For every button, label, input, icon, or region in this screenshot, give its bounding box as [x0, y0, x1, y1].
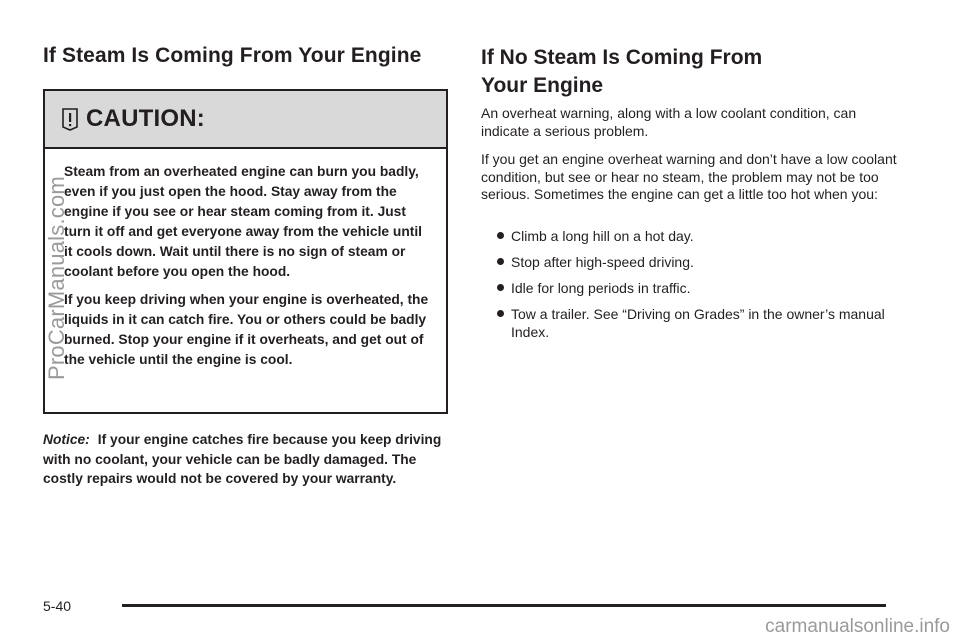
- footer-divider: [122, 604, 886, 607]
- list-item-text: Stop after high-speed driving.: [511, 254, 694, 270]
- watermark-carmanualsonline: carmanualsonline.info: [765, 616, 950, 637]
- list-item-text: Climb a long hill on a hot day.: [511, 228, 694, 244]
- list-item-text: Tow a trailer. See “Driving on Grades” in the owner’s manual Index.: [511, 306, 885, 340]
- caution-body: [45, 149, 446, 370]
- section-heading-no-steam: [481, 44, 762, 100]
- caution-title: CAUTION:: [86, 105, 205, 132]
- caution-header: [45, 91, 446, 149]
- caution-box: [43, 89, 448, 414]
- bullet-icon: [497, 310, 504, 317]
- watermark-procarmanuals: ProCarManuals.com: [44, 176, 69, 380]
- notice-label: Notice:: [43, 432, 90, 447]
- caution-paragraph: If you keep driving when your engine is overheated, the liquids in it can catch fire. You or others could be badly burned. Stop your engine if it overheats, and get out of the vehicle until the engine is cool.: [64, 292, 429, 367]
- list-item-text: Idle for long periods in traffic.: [511, 280, 691, 296]
- heading-line: If No Steam Is Coming From: [481, 46, 763, 69]
- caution-paragraph: Steam from an overheated engine can burn you badly, even if you just open the hood. Stay away from the engine if you see or hear steam coming from it. Just turn it off and get everyone away from the vehicle until it cools down. Wait until there is no sign of steam or coolant before you open the hood.: [64, 164, 423, 279]
- notice-text: If your engine catches fire because you keep driving with no coolant, your vehicle can be badly damaged. The costly repairs would not be covered by your warranty.: [43, 432, 442, 486]
- list-item: [481, 254, 901, 272]
- bullet-icon: [497, 258, 504, 265]
- heading-line: Your Engine: [481, 74, 604, 97]
- list-item: [481, 280, 901, 298]
- section-heading-steam: If Steam Is Coming From Your Engine: [43, 44, 422, 67]
- list-item: [481, 228, 901, 246]
- bullet-icon: [497, 232, 504, 239]
- caution-icon: [60, 107, 80, 131]
- bullet-icon: [497, 284, 504, 291]
- body-paragraph: If you get an engine overheat warning and don’t have a low coolant condition, but see or hear no steam, the problem may not be too serious. Sometimes the engine can get a little too hot when you:: [481, 151, 897, 202]
- list-item: [481, 306, 901, 341]
- notice-paragraph: [43, 430, 449, 489]
- body-paragraph: An overheat warning, along with a low coolant condition, can indicate a serious problem.: [481, 105, 857, 139]
- page-number: 5-40: [43, 598, 72, 614]
- bullet-list: [481, 228, 901, 350]
